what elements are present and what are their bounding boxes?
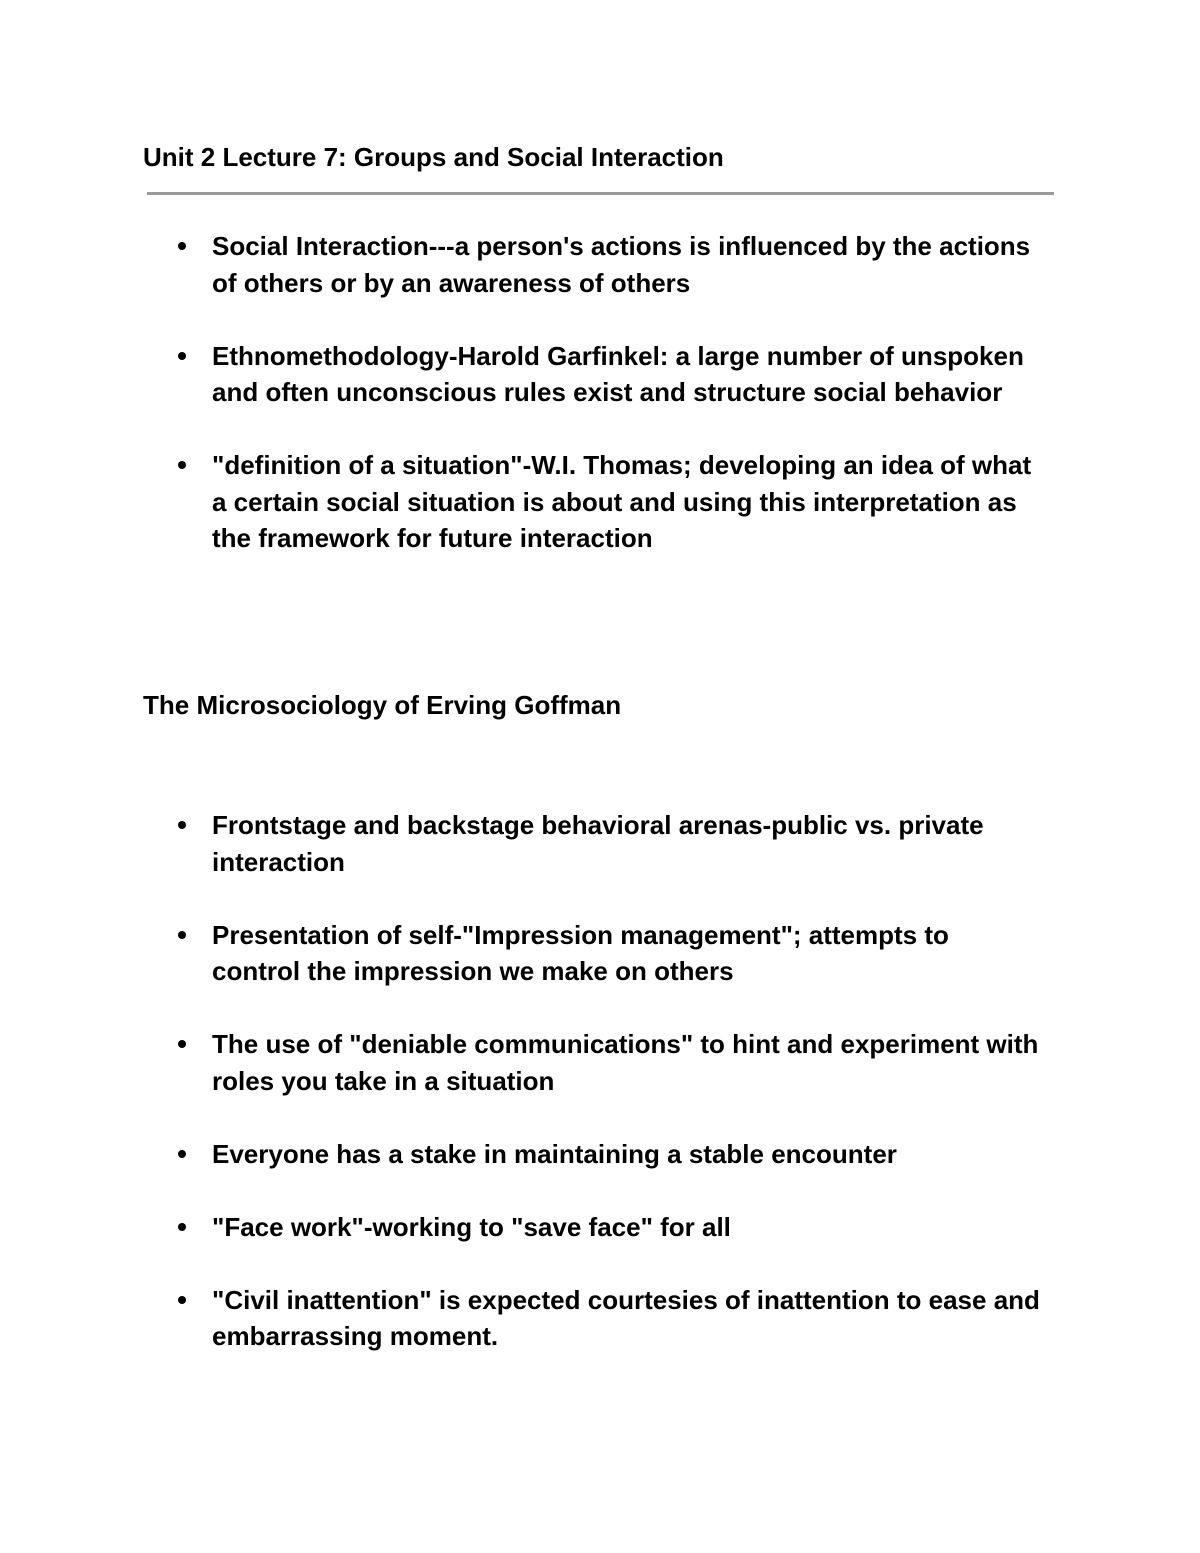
list-item-text: Social Interaction---a person's actions is influenced by the actions of others or by an awareness of others [212,231,1031,298]
list-item-text: "Face work"-working to "save face" for all [212,1211,731,1242]
list-item [0,1282,1042,1355]
page-title: Unit 2 Lecture 7: Groups and Social Interaction [143,142,724,172]
list-item [0,807,1042,880]
list-item [0,917,1042,990]
bullet-list-social-interaction [0,228,1200,593]
list-item [0,447,1042,557]
bullet-icon [178,1040,186,1048]
list-item [0,1209,1042,1246]
list-item-text: Ethnomethodology-Harold Garfinkel: a large number of unspoken and often unconscious rules exist and structure social behavior [212,340,1024,407]
list-item [0,1136,1042,1173]
bullet-icon [178,1150,186,1158]
title-divider [147,192,1054,195]
bullet-icon [178,461,186,469]
list-item [0,228,1042,301]
bullet-icon [178,821,186,829]
list-item [0,1026,1042,1099]
bullet-icon [178,1223,186,1231]
section-heading: The Microsociology of Erving Goffman [143,690,622,720]
bullet-icon [178,931,186,939]
bullet-icon [178,242,186,250]
bullet-icon [178,352,186,360]
list-item-text: Presentation of self-"Impression management"; attempts to control the impression we make on others [212,919,949,986]
bullet-icon [178,1296,186,1304]
list-item-text: Everyone has a stake in maintaining a stable encounter [212,1138,897,1169]
list-item-text: The use of "deniable communications" to hint and experiment with roles you take in a situation [212,1029,1039,1096]
list-item-text: "definition of a situation"-W.I. Thomas; developing an idea of what a certain social situation is about and using this interpretation as the framework for future interaction [212,450,1032,553]
list-item-text: Frontstage and backstage behavioral arenas-public vs. private interaction [212,810,984,877]
list-item [0,338,1042,411]
bullet-list-goffman [0,807,1200,1391]
list-item-text: "Civil inattention" is expected courtesies of inattention to ease and embarrassing moment. [212,1284,1040,1351]
